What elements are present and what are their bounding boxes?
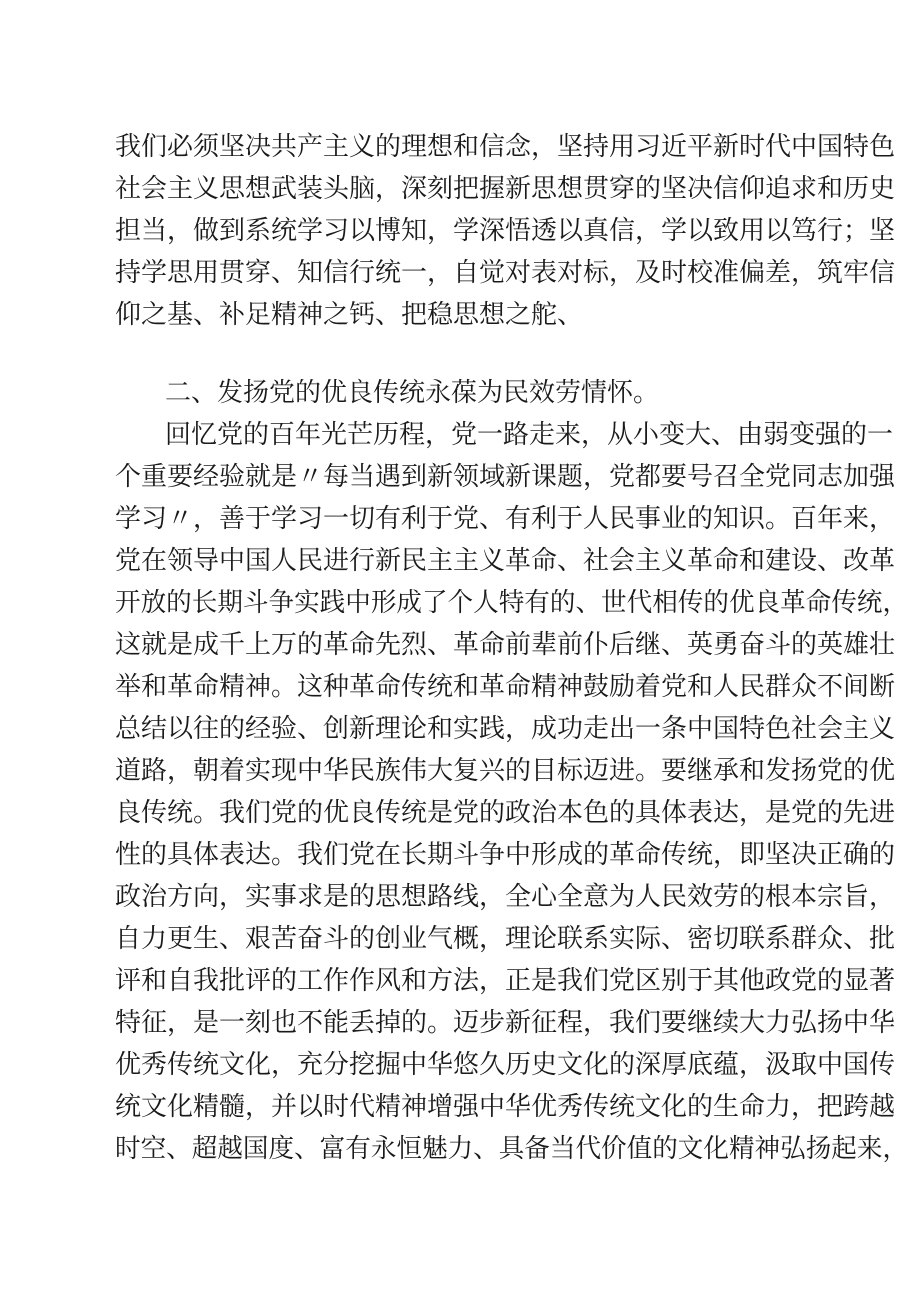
paragraph-2-line: 性的具体表达。我们党在长期斗争中形成的革命传统，即坚决正确的 [115,840,896,870]
paragraph-2-line: 这就是成千上万的革命先烈、革命前辈前仆后继、英勇奋斗的英雄壮 [115,630,896,660]
paragraph-2-line: 自力更生、艰苦奋斗的创业气概，理论联系实际、密切联系群众、批 [115,924,896,954]
paragraph-1-line-2: 社会主义思想武装头脑，深刻把握新思想贯穿的坚决信仰追求和历史 [115,174,896,204]
paragraph-1-line-1: 我们必须坚决共产主义的理想和信念，坚持用习近平新时代中国特色 [115,132,896,162]
paragraph-2-line: 回忆党的百年光芒历程，党一路走来，从小变大、由弱变强的一 [165,420,894,450]
paragraph-2-line: 政治方向，实事求是的思想路线，全心全意为人民效劳的根本宗旨， [115,882,896,912]
paragraph-2-line: 党在领导中国人民进行新民主主义革命、社会主义革命和建设、改革 [115,546,896,576]
paragraph-2-line: 学习〃，善于学习一切有利于党、有利于人民事业的知识。百年来， [115,504,896,534]
paragraph-2-line: 总结以往的经验、创新理论和实践，成功走出一条中国特色社会主义 [115,714,896,744]
paragraph-2-line: 时空、超越国度、富有永恒魅力、具备当代价值的文化精神弘扬起来， [115,1134,909,1164]
paragraph-2-line: 个重要经验就是〃每当遇到新领域新课题，党都要号召全党同志加强 [115,462,896,492]
paragraph-2-line: 统文化精髓，并以时代精神增强中华优秀传统文化的生命力，把跨越 [115,1092,896,1122]
paragraph-1-line-3: 担当，做到系统学习以博知，学深悟透以真信，学以致用以笃行；坚 [115,216,896,246]
section-heading: 二、发扬党的优良传统永葆为民效劳情怀。 [165,378,660,408]
paragraph-2-line: 良传统。我们党的优良传统是党的政治本色的具体表达，是党的先进 [115,798,896,828]
paragraph-2-line: 优秀传统文化，充分挖掘中华悠久历史文化的深厚底蕴，汲取中国传 [115,1050,896,1080]
paragraph-2-line: 特征，是一刻也不能丢掉的。迈步新征程，我们要继续大力弘扬中华 [115,1008,896,1038]
paragraph-1-line-5: 仰之基、补足精神之钙、把稳思想之舵、 [115,300,584,330]
paragraph-2-line: 道路，朝着实现中华民族伟大复兴的目标迈进。要继承和发扬党的优 [115,756,896,786]
paragraph-2-line: 举和革命精神。这种革命传统和革命精神鼓励着党和人民群众不间断 [115,672,896,702]
paragraph-2-line: 评和自我批评的工作作风和方法，正是我们党区别于其他政党的显著 [115,966,896,996]
paragraph-2-line: 开放的长期斗争实践中形成了个人特有的、世代相传的优良革命传统， [115,588,909,618]
paragraph-1-line-4: 持学思用贯穿、知信行统一，自觉对表对标，及时校准偏差，筑牢信 [115,258,896,288]
